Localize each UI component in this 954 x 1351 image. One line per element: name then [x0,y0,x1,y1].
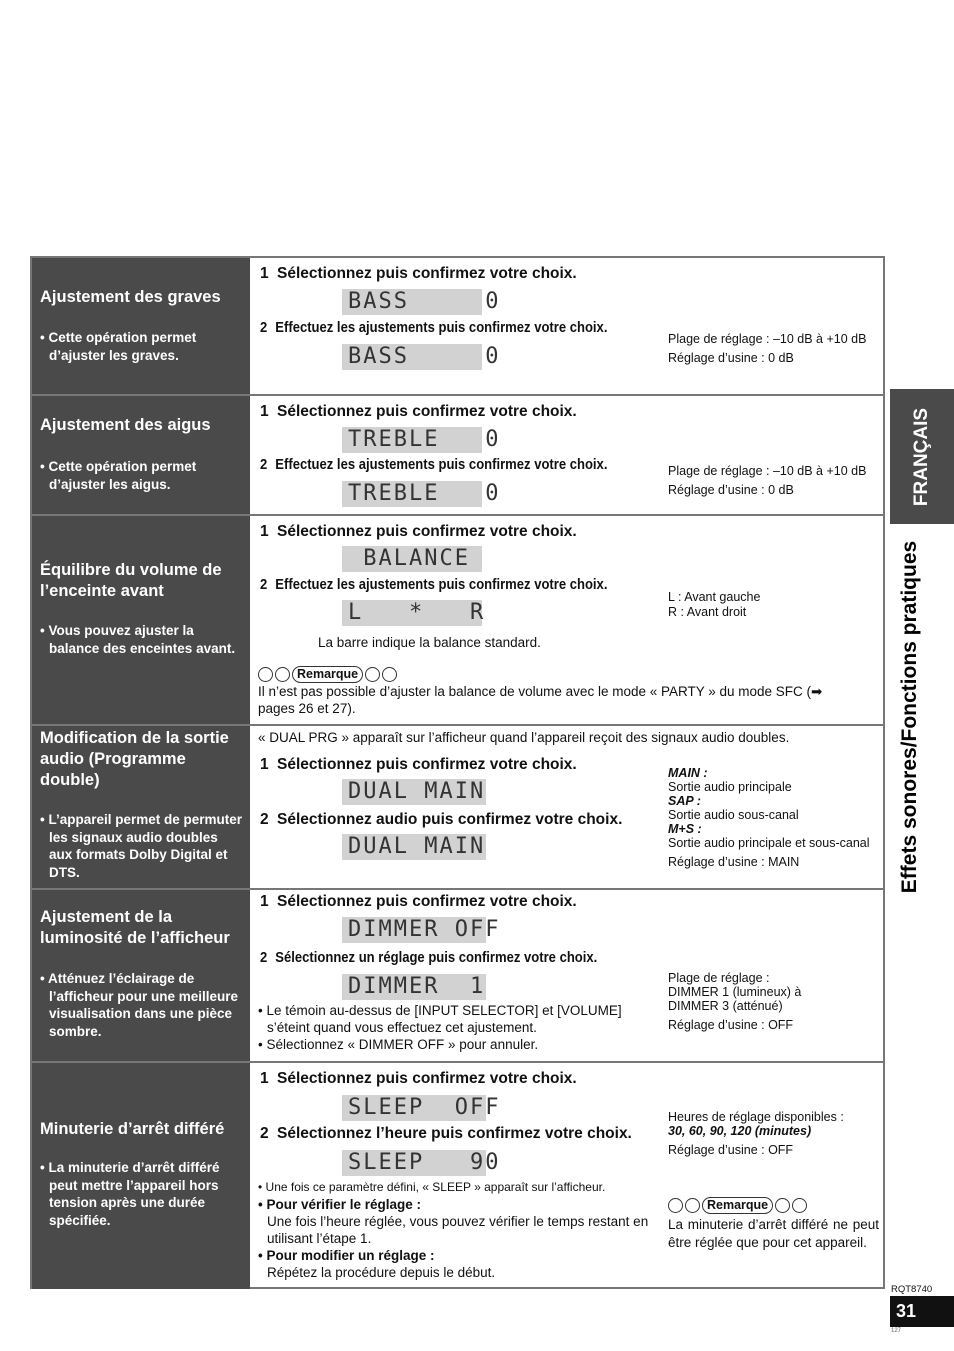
section-sidebar [32,726,250,888]
info-list: • Le témoin au-dessus de [INPUT SELECTOR] et [VOLUME] s’éteint quand vous effectuez cet ajustement. • Sélectionnez « DIMMER OFF » pour annuler. [258,1003,622,1052]
range-note: L : Avant gauche R : Avant droit [668,590,761,619]
section-sidebar [32,396,250,514]
lcd-display: DIMMER 1 [342,974,486,1000]
circle-icon [365,667,380,682]
lcd-display: DUAL MAIN [342,834,486,860]
section-dual-program [32,726,883,890]
chapter-title: Effets sonores/Fonctions pratiques [898,540,921,894]
section-title: Minuterie d’arrêt différé [40,1120,225,1138]
section-main [250,1063,883,1289]
circle-icon [685,1198,700,1213]
circle-icon [275,667,290,682]
section-bass [32,258,883,396]
lcd-display: L * R [342,600,482,626]
lcd-display: DUAL MAIN [342,779,486,805]
remark-label: Remarque [292,666,363,683]
section-main [250,890,883,1061]
document-code: RQT8740 [891,1284,933,1295]
section-bullet: • Atténuez l’éclairage de l’afficheur pour une meilleure visualisation dans une pièce sombre. [40,971,239,1039]
section-sidebar [32,890,250,1061]
lcd-display: TREBLE 0 [342,481,482,507]
section-title: Modification de la sortie audio (Programme double) [40,729,229,789]
section-title: Ajustement de la luminosité de l’afficheur [40,908,230,947]
lcd-display: BASS 0 [342,344,482,370]
section-main [250,726,883,888]
section-dimmer [32,890,883,1063]
remark-label: Remarque [702,1197,773,1214]
section-bullet: • L’appareil permet de permuter les signaux audio doubles aux formats Dolby Digital et DTS. [40,812,243,880]
range-note: Plage de réglage : –10 dB à +10 dB Réglage d’usine : 0 dB [668,464,867,497]
step-1: 1 Sélectionnez puis confirmez votre choix. [260,893,577,910]
print-code: 127 [891,1328,902,1334]
section-bullet: • Cette opération permet d’ajuster les graves. [40,330,197,363]
section-sidebar [32,516,250,724]
section-sidebar [32,258,250,394]
circle-icon [258,667,273,682]
section-treble [32,396,883,516]
step-2: 2 Effectuez les ajustements puis confirmez votre choix. [260,457,608,473]
section-sidebar [32,1063,250,1289]
step-1: 1 Sélectionnez puis confirmez votre choix. [260,265,577,282]
step-2: 2 Sélectionnez l’heure puis confirmez votre choix. [260,1125,632,1142]
circle-icon [668,1198,683,1213]
step-2: 2 Sélectionnez audio puis confirmez votre choix. [260,811,623,828]
section-title: Équilibre du volume de l’enceinte avant [40,561,222,600]
step-1: 1 Sélectionnez puis confirmez votre choix. [260,523,577,540]
range-note: Heures de réglage disponibles : 30, 60, 90, 120 (minutes) Réglage d’usine : OFF [668,1110,844,1157]
step-2: 2 Effectuez les ajustements puis confirmez votre choix. [260,577,608,593]
section-balance [32,516,883,726]
section-title: Ajustement des graves [40,288,221,306]
lcd-display: BALANCE [342,546,482,572]
lcd-display: SLEEP OFF [342,1095,486,1121]
circle-icon [792,1198,807,1213]
step-2: 2 Effectuez les ajustements puis confirmez votre choix. [260,320,608,336]
circle-icon [775,1198,790,1213]
step-2: 2 Sélectionnez un réglage puis confirmez votre choix. [260,950,598,966]
remark-text: La minuterie d’arrêt différé ne peut être réglée que pour cet appareil. [668,1217,879,1250]
lcd-display: DIMMER OFF [342,917,486,943]
intro-text: « DUAL PRG » apparaît sur l’afficheur quand l’appareil reçoit des signaux audio doubles. [258,730,790,745]
section-bullet: • Vous pouvez ajuster la balance des enceintes avant. [40,623,236,656]
language-tab: FRANÇAIS [890,389,954,524]
section-title: Ajustement des aigus [40,416,211,434]
remark-header [668,1197,883,1217]
content-frame [30,256,885,1289]
lcd-display: BASS 0 [342,289,482,315]
range-note: Plage de réglage : –10 dB à +10 dB Réglage d’usine : 0 dB [668,332,867,365]
step-1: 1 Sélectionnez puis confirmez votre choix. [260,1070,577,1087]
lcd-display: TREBLE 0 [342,427,482,453]
section-sleep [32,1063,883,1289]
section-main [250,258,883,394]
info-list: • Une fois ce paramètre défini, « SLEEP » apparaît sur l’afficheur. • Pour vérifier le réglage : Une fois l’heure réglée, vous pouvez vérifier le temps restant en utilisant l’étape 1. • Pour modifier un réglage : Répétez la procédure depuis le début. [258,1180,649,1280]
section-bullet: • Cette opération permet d’ajuster les aigus. [40,459,197,492]
step-1: 1 Sélectionnez puis confirmez votre choix. [260,403,577,420]
page-number: 31 [890,1296,954,1327]
circle-icon [382,667,397,682]
lcd-caption: La barre indique la balance standard. [318,635,541,650]
section-bullet: • La minuterie d’arrêt différé peut mettre l’appareil hors tension après une durée spécifiée. [40,1160,220,1228]
step-1: 1 Sélectionnez puis confirmez votre choix. [260,756,577,773]
range-note: MAIN : Sortie audio principale SAP : Sortie audio sous-canal M+S : Sortie audio principale et sous-canal Réglage d’usine : MAIN [668,766,870,869]
section-main [250,516,883,724]
remark-text: Il n’est pas possible d’ajuster la balance de volume avec le mode « PARTY » du mode SFC (➡ pages 26 et 27). [258,684,823,716]
section-main [250,396,883,514]
lcd-display: SLEEP 90 [342,1150,486,1176]
range-note: Plage de réglage : DIMMER 1 (lumineux) à DIMMER 3 (atténué) Réglage d’usine : OFF [668,971,802,1032]
